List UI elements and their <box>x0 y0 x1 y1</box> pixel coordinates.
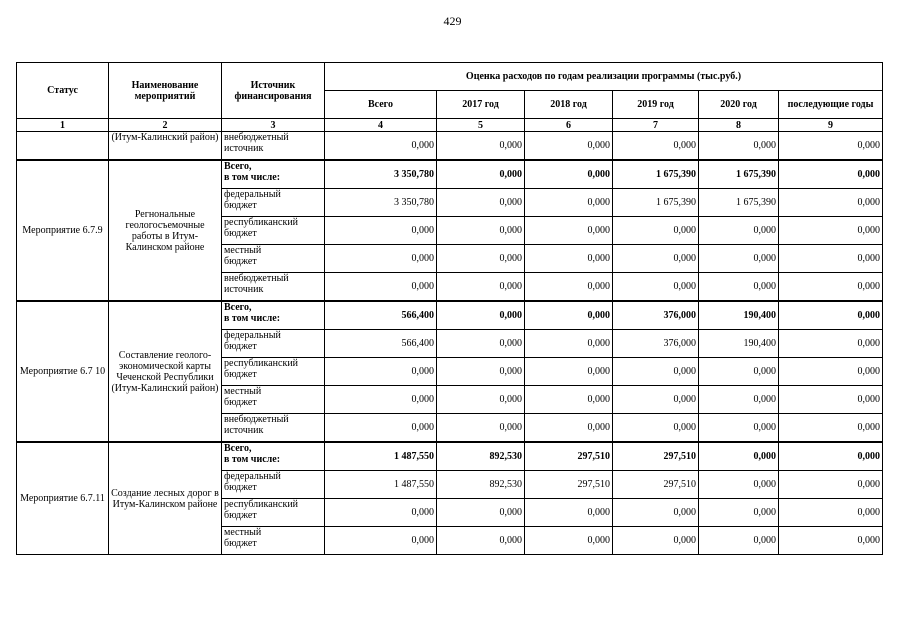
value-cell: 0,000 <box>437 189 525 217</box>
header-source: Источник финансирования <box>222 63 325 119</box>
value-cell: 0,000 <box>525 358 613 386</box>
value-cell: 566,400 <box>325 301 437 330</box>
activity-status: Мероприятие 6.7.11 <box>17 442 109 555</box>
header-name: Наименование мероприятий <box>109 63 222 119</box>
source-cell: федеральный бюджет <box>222 189 325 217</box>
value-cell: 0,000 <box>437 414 525 443</box>
table-row <box>17 442 883 471</box>
value-cell: 1 487,550 <box>325 442 437 471</box>
activity-name: Создание лесных дорог в Итум-Калинском районе <box>109 442 222 555</box>
value-cell: 0,000 <box>437 301 525 330</box>
value-cell: 0,000 <box>699 358 779 386</box>
header-status: Статус <box>17 63 109 119</box>
header-estimate: Оценка расходов по годам реализации программы (тыс.руб.) <box>325 63 883 91</box>
value-cell: 0,000 <box>437 386 525 414</box>
value-cell: 0,000 <box>325 386 437 414</box>
value-cell: 0,000 <box>525 414 613 443</box>
column-numbers-row <box>17 119 883 132</box>
value-cell: 0,000 <box>699 132 779 161</box>
source-cell: республиканский бюджет <box>222 358 325 386</box>
value-cell: 0,000 <box>699 442 779 471</box>
value-cell: 0,000 <box>779 217 883 245</box>
column-number: 8 <box>699 119 779 132</box>
value-cell: 0,000 <box>437 330 525 358</box>
value-cell: 0,000 <box>779 301 883 330</box>
value-cell: 0,000 <box>325 245 437 273</box>
source-cell: республиканский бюджет <box>222 217 325 245</box>
value-cell: 0,000 <box>699 499 779 527</box>
value-cell: 297,510 <box>525 471 613 499</box>
value-cell: 190,400 <box>699 301 779 330</box>
value-cell: 0,000 <box>325 527 437 555</box>
value-cell: 1 675,390 <box>613 189 699 217</box>
value-cell: 0,000 <box>525 301 613 330</box>
table-body <box>17 132 883 555</box>
column-number: 7 <box>613 119 699 132</box>
value-cell: 0,000 <box>779 132 883 161</box>
value-cell: 0,000 <box>613 527 699 555</box>
value-cell: 190,400 <box>699 330 779 358</box>
column-number: 2 <box>109 119 222 132</box>
source-cell: федеральный бюджет <box>222 330 325 358</box>
value-cell: 0,000 <box>613 386 699 414</box>
value-cell: 0,000 <box>613 273 699 302</box>
value-cell: 0,000 <box>325 132 437 161</box>
header-row <box>17 63 883 91</box>
value-cell: 892,530 <box>437 442 525 471</box>
table-row <box>17 160 883 189</box>
value-cell: 1 487,550 <box>325 471 437 499</box>
source-cell: Всего, в том числе: <box>222 442 325 471</box>
source-cell: Всего, в том числе: <box>222 160 325 189</box>
value-cell: 0,000 <box>437 245 525 273</box>
header-2019: 2019 год <box>613 91 699 119</box>
value-cell: 1 675,390 <box>699 160 779 189</box>
column-number: 6 <box>525 119 613 132</box>
header-total: Всего <box>325 91 437 119</box>
activity-name: Регнональные геологосъемочные работы в Итум-Калинском районе <box>109 160 222 301</box>
value-cell: 0,000 <box>779 245 883 273</box>
value-cell: 0,000 <box>699 414 779 443</box>
value-cell: 0,000 <box>779 527 883 555</box>
value-cell: 0,000 <box>525 245 613 273</box>
value-cell: 0,000 <box>437 273 525 302</box>
source-cell: федеральный бюджет <box>222 471 325 499</box>
value-cell: 0,000 <box>325 273 437 302</box>
value-cell: 0,000 <box>325 217 437 245</box>
value-cell: 0,000 <box>779 386 883 414</box>
value-cell: 0,000 <box>699 273 779 302</box>
table-row <box>17 301 883 330</box>
value-cell: 0,000 <box>779 442 883 471</box>
value-cell: 0,000 <box>779 499 883 527</box>
header-2018: 2018 год <box>525 91 613 119</box>
column-number: 3 <box>222 119 325 132</box>
column-number: 1 <box>17 119 109 132</box>
value-cell: 297,510 <box>613 471 699 499</box>
value-cell: 0,000 <box>613 245 699 273</box>
source-cell: местный бюджет <box>222 527 325 555</box>
value-cell: 0,000 <box>525 160 613 189</box>
budget-table <box>16 62 883 555</box>
value-cell: 0,000 <box>437 358 525 386</box>
value-cell: 1 675,390 <box>613 160 699 189</box>
activity-name: (Итум-Калинский район) <box>109 132 222 161</box>
source-cell: Всего, в том числе: <box>222 301 325 330</box>
activity-status: Мероприятие 6.7 10 <box>17 301 109 442</box>
value-cell: 0,000 <box>325 499 437 527</box>
value-cell: 3 350,780 <box>325 160 437 189</box>
source-cell: республиканский бюджет <box>222 499 325 527</box>
activity-status: Мероприятие 6.7.9 <box>17 160 109 301</box>
value-cell: 0,000 <box>779 189 883 217</box>
value-cell: 0,000 <box>525 527 613 555</box>
value-cell: 0,000 <box>613 499 699 527</box>
table-row <box>17 132 883 161</box>
source-cell: внебюджетный источник <box>222 414 325 443</box>
value-cell: 0,000 <box>325 358 437 386</box>
value-cell: 0,000 <box>437 160 525 189</box>
column-number: 9 <box>779 119 883 132</box>
header-2017: 2017 год <box>437 91 525 119</box>
value-cell: 0,000 <box>779 273 883 302</box>
value-cell: 0,000 <box>613 217 699 245</box>
value-cell: 0,000 <box>613 132 699 161</box>
value-cell: 0,000 <box>525 273 613 302</box>
header-2020: 2020 год <box>699 91 779 119</box>
status-cell <box>17 132 109 161</box>
value-cell: 0,000 <box>699 217 779 245</box>
column-number: 4 <box>325 119 437 132</box>
value-cell: 297,510 <box>613 442 699 471</box>
value-cell: 0,000 <box>779 471 883 499</box>
source-cell: внебюджетный источник <box>222 273 325 302</box>
value-cell: 0,000 <box>699 245 779 273</box>
value-cell: 0,000 <box>437 499 525 527</box>
value-cell: 0,000 <box>437 132 525 161</box>
value-cell: 3 350,780 <box>325 189 437 217</box>
value-cell: 0,000 <box>525 189 613 217</box>
value-cell: 0,000 <box>779 160 883 189</box>
source-cell: внебюджетный источник <box>222 132 325 161</box>
value-cell: 0,000 <box>699 386 779 414</box>
value-cell: 0,000 <box>613 358 699 386</box>
value-cell: 0,000 <box>525 217 613 245</box>
source-cell: местный бюджет <box>222 245 325 273</box>
value-cell: 0,000 <box>525 386 613 414</box>
value-cell: 376,000 <box>613 330 699 358</box>
value-cell: 0,000 <box>613 414 699 443</box>
header-later: последующие годы <box>779 91 883 119</box>
value-cell: 0,000 <box>699 527 779 555</box>
column-number: 5 <box>437 119 525 132</box>
value-cell: 1 675,390 <box>699 189 779 217</box>
value-cell: 566,400 <box>325 330 437 358</box>
value-cell: 297,510 <box>525 442 613 471</box>
value-cell: 0,000 <box>325 414 437 443</box>
activity-name: Составление геолого-экономической карты Чеченской Республики (Итум-Калинский район) <box>109 301 222 442</box>
value-cell: 0,000 <box>525 132 613 161</box>
value-cell: 0,000 <box>525 330 613 358</box>
value-cell: 0,000 <box>525 499 613 527</box>
value-cell: 0,000 <box>437 217 525 245</box>
value-cell: 0,000 <box>779 330 883 358</box>
value-cell: 0,000 <box>699 471 779 499</box>
value-cell: 376,000 <box>613 301 699 330</box>
value-cell: 0,000 <box>779 414 883 443</box>
value-cell: 0,000 <box>779 358 883 386</box>
value-cell: 0,000 <box>437 527 525 555</box>
page-number: 429 <box>443 14 462 28</box>
value-cell: 892,530 <box>437 471 525 499</box>
source-cell: местный бюджет <box>222 386 325 414</box>
